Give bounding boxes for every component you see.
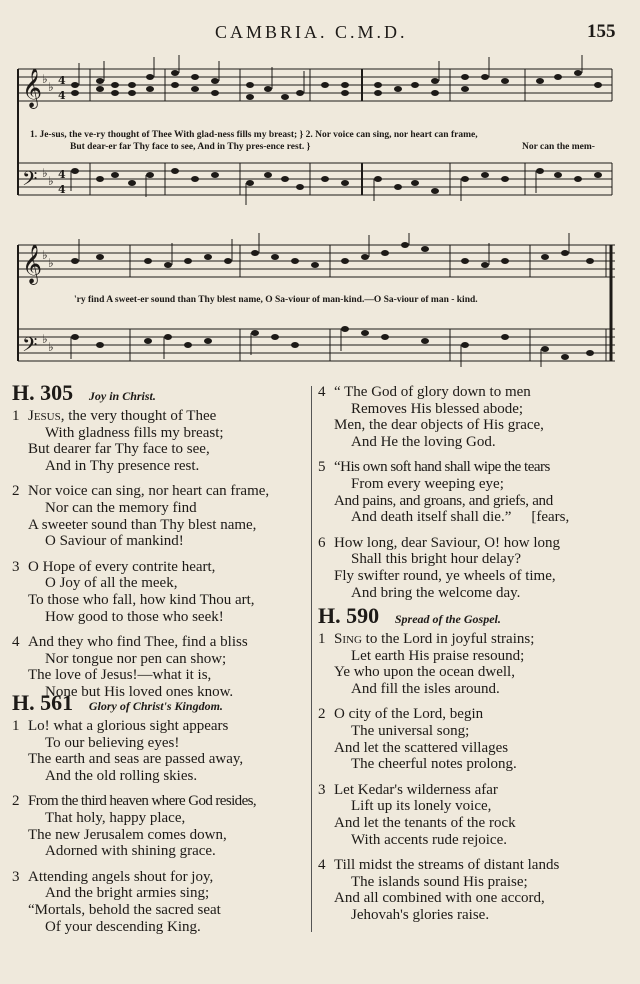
verse-4: 4 Till midst the streams of distant lands The islands sound His praise; And all combined with one accord, Jehovah's glories raise. <box>318 857 560 923</box>
hymn-title: Glory of Christ's Kingdom. <box>88 699 223 713</box>
svg-text:♭: ♭ <box>48 340 54 354</box>
verse-6: 6 How long, dear Saviour, O! how long Shall this bright hour delay? Fly swifter round, ye wheels of time, And bring the welcome day. <box>318 534 561 601</box>
lyric-line-2-end: Nor can the mem- <box>522 142 595 152</box>
svg-text:♭: ♭ <box>42 166 48 180</box>
lyric-line-1: 1. Je-sus, the ve-ry thought of Thee With glad-ness fills my breast; } 2. Nor voice can sing, nor heart can frame, <box>30 130 478 140</box>
verse-4: 4 “ The God of glory down to men Removes His blessed abode; Men, the dear objects of His grace, And He the loving God. <box>318 384 544 450</box>
svg-text:4: 4 <box>58 183 66 196</box>
hymn-title: Joy in Christ. <box>88 389 156 403</box>
svg-text:♭: ♭ <box>48 174 54 188</box>
hymn-number: H. 561 <box>12 690 74 715</box>
svg-text:𝄞: 𝄞 <box>22 244 43 284</box>
hymn-number: H. 590 <box>318 603 380 628</box>
hymn-305 <box>12 380 322 710</box>
page-number: 155 <box>587 21 616 42</box>
hymn-590 <box>318 603 628 933</box>
verse-3: 3 Attending angels shout for joy, And the bright armies sing; “Mortals, behold the sacred seat Of your descending King. <box>12 868 221 935</box>
verse-1: 1 Sing to the Lord in joyful strains; Let earth His praise resound; Ye who upon the ocean dwell, And fill the isles around. <box>318 631 535 697</box>
svg-text:♭: ♭ <box>42 332 48 346</box>
verse-5: 5 “His own soft hand shall wipe the tears From every weeping eye; And pains, and groans, and griefs, and And death itself shall die.” [fears, <box>318 459 570 526</box>
svg-text:♭: ♭ <box>48 256 54 270</box>
verse-3: 3 O Hope of every contrite heart, O Joy of all the meek, To those who fall, how kind Thou art, How good to those who seek! <box>12 558 255 625</box>
hymn-561-continued <box>318 384 628 610</box>
hymn-header <box>12 690 322 717</box>
hymn-561 <box>12 690 322 944</box>
verse-1: 1 Lo! what a glorious sight appears To our believing eyes! The earth and seas are passed away, And the old rolling skies. <box>12 718 244 784</box>
svg-text:4: 4 <box>58 89 66 102</box>
svg-text:♭: ♭ <box>42 72 48 86</box>
verse-1: 1 Jesus, the very thought of Thee With gladness fills my breast; But dearer far Thy face to see, And in Thy presence rest. <box>12 408 224 474</box>
verse-2: 2 Nor voice can sing, nor heart can frame, Nor can the memory find A sweeter sound than Thy blest name, O Saviour of mankind! <box>12 483 270 550</box>
svg-text:𝄢: 𝄢 <box>22 333 38 361</box>
verse-2: 2 O city of the Lord, begin The universal song; And let the scattered villages The cheerful notes prolong. <box>318 706 517 773</box>
verse-3: 3 Let Kedar's wilderness afar Lift up its lonely voice, And let the tenants of the rock With accents rude rejoice. <box>318 781 516 848</box>
svg-text:𝄞: 𝄞 <box>22 68 43 108</box>
svg-text:𝄢: 𝄢 <box>22 167 38 195</box>
svg-text:♭: ♭ <box>42 248 48 262</box>
hymn-title: Spread of the Gospel. <box>394 612 501 626</box>
svg-text:♭: ♭ <box>48 80 54 94</box>
verse-4: 4 And they who find Thee, find a bliss Nor tongue nor pen can show; The love of Jesus!—what it is, None but His loved ones know. <box>12 634 248 700</box>
hymn-header <box>318 603 628 630</box>
column-divider <box>311 386 312 932</box>
music-system-2 <box>0 233 640 368</box>
lyric-line-3: 'ry find A sweet-er sound than Thy blest name, O Sa-viour of man-kind.—O Sa-viour of man - kind. <box>74 295 478 305</box>
hymn-number: H. 305 <box>12 380 74 405</box>
svg-text:4: 4 <box>58 168 66 181</box>
hymn-header <box>12 380 322 407</box>
verse-2: 2 From the third heaven where God resides, That holy, happy place, The new Jerusalem comes down, Adorned with shining grace. <box>12 793 257 860</box>
lyric-line-2: But dear-er far Thy face to see, And in Thy pres-ence rest. } <box>70 142 311 152</box>
page-header <box>0 22 640 46</box>
music-system-1 <box>0 55 640 215</box>
running-title: CAMBRIA. C.M.D. <box>215 22 408 42</box>
svg-text:4: 4 <box>58 74 66 87</box>
